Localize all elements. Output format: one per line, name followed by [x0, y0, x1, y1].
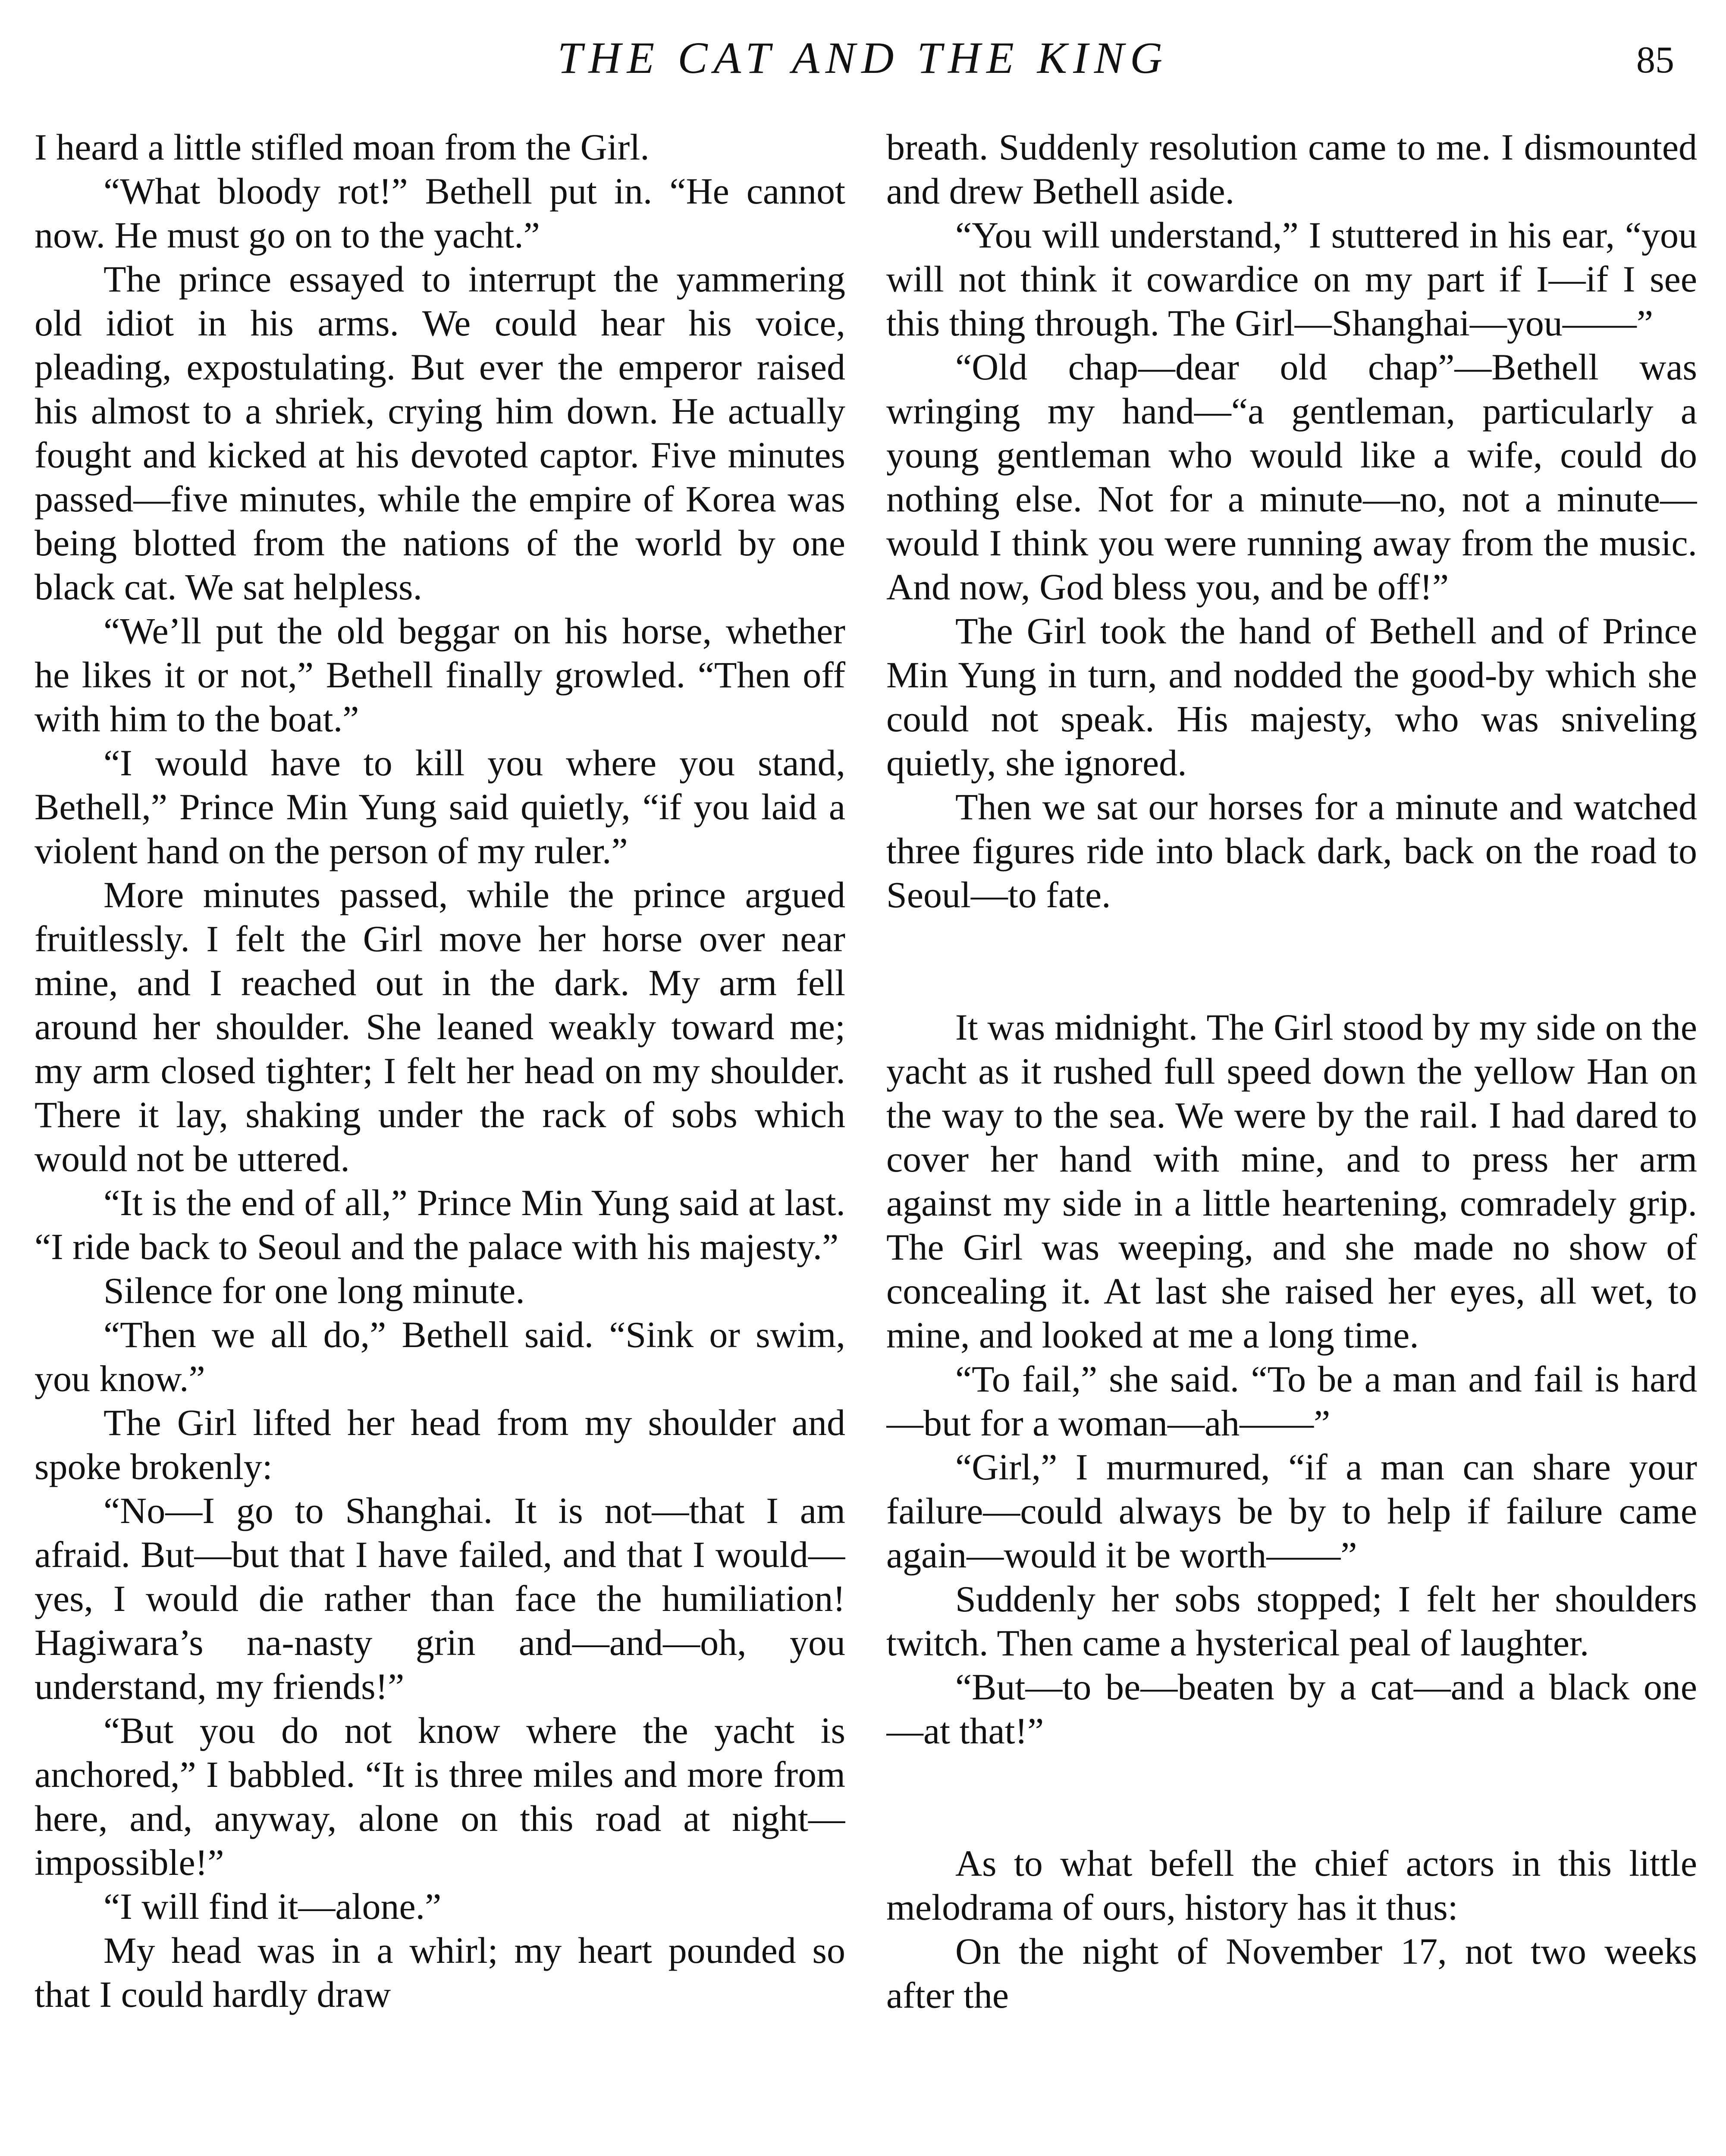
- paragraph: The prince essayed to interrupt the yammering old idiot in his arms. We could hear his voice, pleading, expostulating. But ever the emperor raised his almost to a shriek, crying him down. He actually fought and kicked at his devoted captor. Five minutes passed—five minutes, while the empire of Korea was being blotted from the nations of the world by one black cat. We sat helpless.: [35, 258, 845, 608]
- paragraph: “But you do not know where the yacht is anchored,” I babbled. “It is three miles and more from here, and, anyway, alone on this road at night—impossible!”: [35, 1710, 845, 1883]
- paragraph: It was midnight. The Girl stood by my side on the yacht as it rushed full speed down the yellow Han on the way to the sea. We were by the rail. I had dared to cover her hand with mine, and to press her arm against my side in a little heartening, comradely grip. The Girl was weeping, and she made no show of concealing it. At last she raised her eyes, all wet, to mine, and looked at me a long time.: [886, 1006, 1697, 1356]
- paragraph: “Old chap—dear old chap”—Bethell was wringing my hand—“a gentleman, particularly a young gentleman who would like a wife, could do nothing else. Not for a minute—no, not a minute—would I think you were running away from the music. And now, God bless you, and be off!”: [886, 346, 1697, 608]
- paragraph: “What bloody rot!” Bethell put in. “He cannot now. He must go on to the yacht.”: [35, 170, 845, 256]
- paragraph: The Girl lifted her head from my shoulder and spoke brokenly:: [35, 1402, 845, 1487]
- paragraph: “Then we all do,” Bethell said. “Sink or swim, you know.”: [35, 1314, 845, 1399]
- paragraph: On the night of November 17, not two weeks after the: [886, 1930, 1697, 2016]
- paragraph: “It is the end of all,” Prince Min Yung said at last. “I ride back to Seoul and the palace with his majesty.”: [35, 1182, 845, 1267]
- paragraph: “We’ll put the old beggar on his horse, whether he likes it or not,” Bethell finally growled. “Then off with him to the boat.”: [35, 610, 845, 740]
- paragraph: More minutes passed, while the prince argued fruitlessly. I felt the Girl move her horse over near mine, and I reached out in the dark. My arm fell around her shoulder. She leaned weakly toward me; my arm closed tighter; I felt her head on my shoulder. There it lay, shaking under the rack of sobs which would not be uttered.: [35, 874, 845, 1179]
- paragraph: I heard a little stifled moan from the Girl.: [35, 126, 650, 168]
- paragraph: “No—I go to Shanghai. It is not—that I am afraid. But—but that I have failed, and that I would—yes, I would die rather than face the humiliation! Hagiwara’s na-nasty grin and—and—oh, you understand, my friends!”: [35, 1490, 845, 1707]
- paragraph: The Girl took the hand of Bethell and of Prince Min Yung in turn, and nodded the good-by which she could not speak. His majesty, who was sniveling quietly, she ignored.: [886, 610, 1697, 783]
- paragraph: Silence for one long minute.: [104, 1270, 525, 1311]
- section-break: [886, 917, 1697, 1005]
- paragraph: “I will find it—alone.”: [104, 1886, 442, 1927]
- paragraph: breath. Suddenly resolution came to me. I dismounted and drew Bethell aside.: [886, 126, 1697, 212]
- paragraph: “Girl,” I murmured, “if a man can share your failure—could always be by to help if failure came again—would it be worth——”: [886, 1446, 1697, 1576]
- right-text-column: [886, 125, 1697, 2156]
- paragraph: As to what befell the chief actors in this little melodrama of ours, history has it thus:: [886, 1843, 1697, 1928]
- page-number: 85: [1636, 39, 1674, 81]
- paragraph: “But—to be—beaten by a cat—and a black one—at that!”: [886, 1666, 1697, 1752]
- paragraph: “You will understand,” I stuttered in his ear, “you will not think it cowardice on my part if I—if I see this thing through. The Girl—Shanghai—you——”: [886, 214, 1697, 344]
- paragraph: Suddenly her sobs stopped; I felt her shoulders twitch. Then came a hysterical peal of laughter.: [886, 1578, 1697, 1664]
- section-break: [886, 1753, 1697, 1841]
- paragraph: “To fail,” she said. “To be a man and fail is hard—but for a woman—ah——”: [886, 1358, 1697, 1444]
- left-text-column: [35, 125, 845, 2156]
- paragraph: Then we sat our horses for a minute and watched three figures ride into black dark, back on the road to Seoul—to fate.: [886, 786, 1697, 915]
- page-header: [0, 26, 1726, 86]
- paragraph: My head was in a whirl; my heart pounded so that I could hardly draw: [35, 1930, 845, 2015]
- running-title: THE CAT AND THE KING: [557, 33, 1169, 83]
- paragraph: “I would have to kill you where you stand, Bethell,” Prince Min Yung said quietly, “if you laid a violent hand on the person of my ruler.”: [35, 742, 845, 871]
